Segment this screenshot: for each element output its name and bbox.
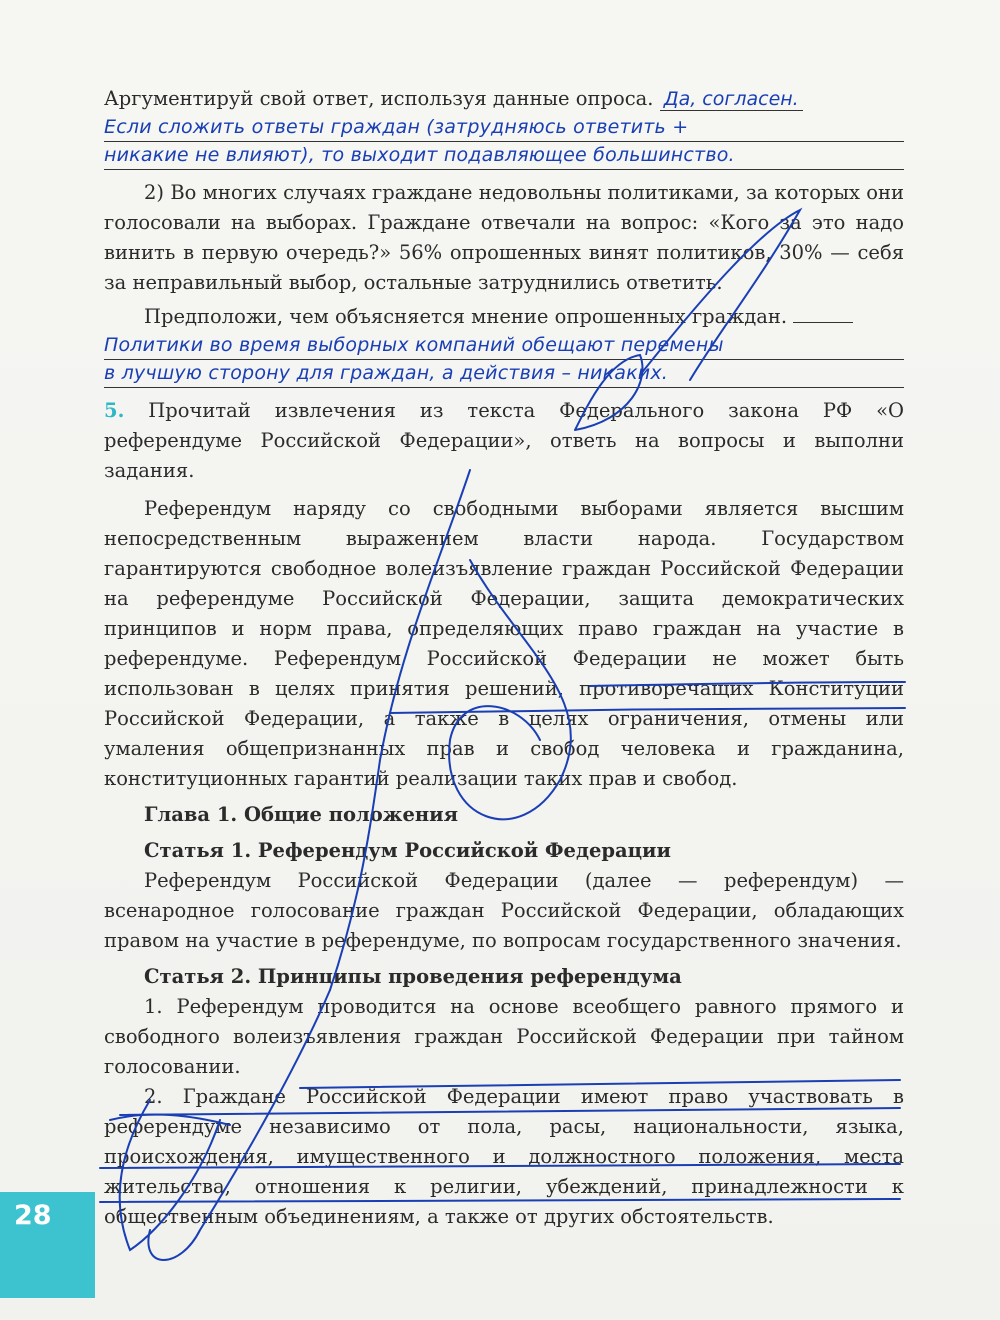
page-number: 28 [14, 1200, 52, 1231]
page-number-badge [0, 1192, 95, 1298]
article-1-text: Референдум Российской Федерации (далее — референдум) — всенародное голосование граждан Российской Федерации, обладающих правом на участие в референдуме, по вопросам государственного значения. [104, 869, 904, 952]
assumption-question [104, 302, 904, 332]
article-2-paragraph-1: 1. Референдум проводится на основе всеобщего равного прямого и свободного волеизъявления граждан Российской Федерации при тайном голосовании. [104, 995, 904, 1078]
chapter-heading: Глава 1. Общие положения [144, 803, 458, 826]
argument-question-text: Аргументируй свой ответ, используя данные опроса. [104, 87, 654, 110]
survey-paragraph: 2) Во многих случаях граждане недовольны политиками, за которых они голосовали на выборах. Граждане отвечали на вопрос: «Кого за это надо винить в первую очередь?» 56% опрошенных винят политиков, 30% — себя за неправильный выбор, остальные затруднились ответить. [104, 181, 904, 294]
handwritten-answer-inline: Да, согласен. [660, 88, 803, 111]
task-number: 5. [104, 399, 125, 422]
page-content [104, 84, 904, 1232]
task-5-text: Прочитай извлечения из текста Федерального закона РФ «О референдуме Российской Федерации», ответь на вопросы и выполни задания. [104, 399, 904, 482]
handwritten-answer-line-2: никакие не влияют), то выходит подавляющее большинство. [104, 142, 904, 170]
law-intro-paragraph: Референдум наряду со свободными выборами является высшим непосредственным выражением власти народа. Государством гарантируются свободное волеизъявление граждан Российской Федерации на референдуме Российской Федерации, защита демократических принципов и норм права, определяющих право граждан на участие в референдуме. Референдум Российской Федерации не может быть использован в целях принятия решений, противоречащих Конституции Российской Федерации, а также в целях ограничения, отмены или умаления общепризнанных прав и свобод человека и гражданина, конституционных гарантий реализации таких прав и свобод. [104, 497, 904, 790]
argument-question [104, 84, 904, 114]
task-5 [104, 396, 904, 486]
handwritten-answer-line-1: Если сложить ответы граждан (затрудняюсь ответить + [104, 114, 904, 142]
article-2-title: Статья 2. Принципы проведения референдума [144, 965, 682, 988]
article-1-title: Статья 1. Референдум Российской Федерации [144, 839, 671, 862]
blank-line [793, 304, 853, 323]
handwritten-answer-line-4: в лучшую сторону для граждан, а действия – никаких. [104, 360, 904, 388]
article-2-paragraph-2: 2. Граждане Российской Федерации имеют право участвовать в референдуме независимо от пола, расы, национальности, языка, происхождения, имущественного и должностного положения, места жительства, отношения к религии, убеждений, принадлежности к общественным объединениям, а также от других обстоятельств. [104, 1085, 904, 1228]
assumption-question-text: Предположи, чем объясняется мнение опрошенных граждан. [144, 305, 788, 328]
handwritten-answer-line-3: Политики во время выборных компаний обещают перемены [104, 332, 904, 360]
